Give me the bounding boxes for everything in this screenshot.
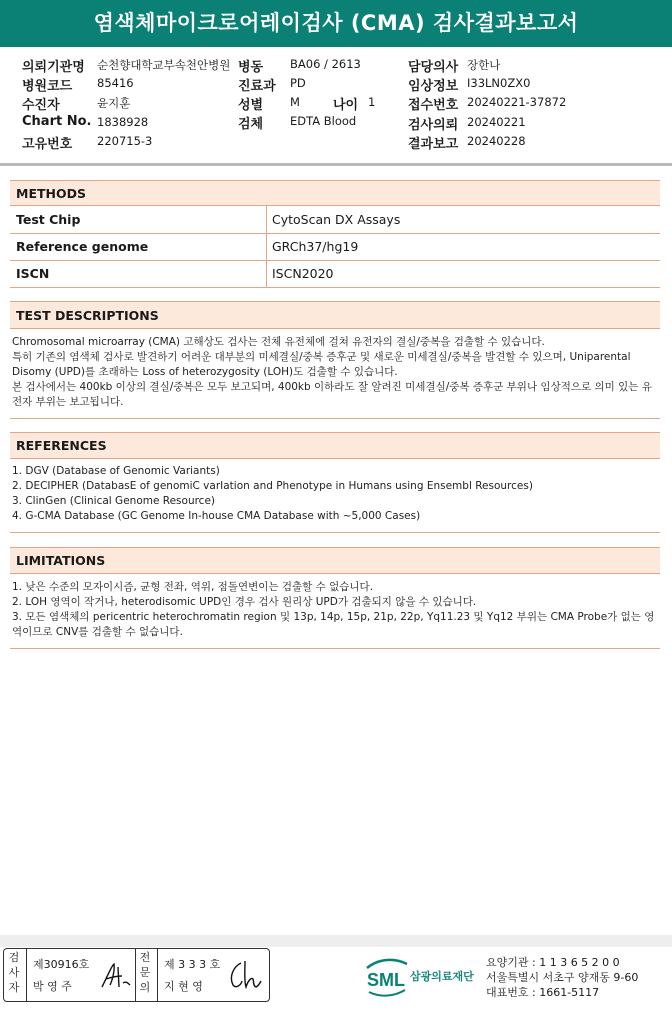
age-value: 1 <box>368 95 376 109</box>
specialist-name: 지 현 영 <box>164 980 203 993</box>
requested-label: 검사의뢰 <box>408 118 459 133</box>
specialist-license: 제 3 3 3 호 <box>164 958 221 971</box>
specialist-label: 전문의 <box>139 951 151 994</box>
chart-label: Chart No. <box>22 114 92 129</box>
reported-value: 20240228 <box>467 134 526 148</box>
methods-key: ISCN <box>16 266 50 281</box>
methods-value: GRCh37/hg19 <box>272 239 359 254</box>
sex-value: M <box>290 95 300 109</box>
hospcode-label: 병원코드 <box>22 79 73 94</box>
clinical-value: I33LN0ZX0 <box>467 76 531 90</box>
references-list <box>12 464 660 524</box>
methods-value: ISCN2020 <box>272 266 334 281</box>
receiver-label: 수진자 <box>22 98 60 113</box>
hospital-label: 의뢰기관명 <box>22 60 85 75</box>
specimen-value: EDTA Blood <box>290 114 357 128</box>
reported-label: 결과보고 <box>408 137 459 152</box>
patient-info-block <box>0 52 672 160</box>
methods-row <box>10 261 660 288</box>
organization-address: 서울특별시 서초구 양재동 9-60 <box>486 971 639 984</box>
methods-heading: METHODS <box>10 180 660 206</box>
specimen-label: 검체 <box>238 117 264 132</box>
specialist-signature <box>227 959 263 993</box>
sml-logo-text: SML <box>367 970 405 990</box>
hospcode-value: 85416 <box>97 76 134 90</box>
signature-box <box>3 948 270 1002</box>
age-label: 나이 <box>333 98 359 113</box>
report-title: 염색체마이크로어레이검사 (CMA) 검사결과보고서 <box>0 0 672 47</box>
organization-name: 삼광의료재단 <box>410 970 474 983</box>
description-line: 본 검사에서는 400kb 이상의 결실/중복은 모두 보고되며, 400kb 이하라도 잘 알려진 미세결실/중복 증후군 부위나 임상적으로 의미 있는 유전자 부위는 보고됩니다. <box>12 381 652 408</box>
test-descriptions-text <box>12 335 660 410</box>
section-divider <box>10 648 660 649</box>
methods-row <box>10 206 660 234</box>
methods-key: Reference genome <box>16 239 149 254</box>
section-divider <box>10 532 660 533</box>
receiver-value: 윤지훈 <box>97 96 131 110</box>
doctor-value: 장한나 <box>467 58 501 72</box>
description-line: 특히 기존의 염색체 검사로 발견하기 어려운 대부분의 미세결실/중복 증후군 및 새로운 미세결실/중복을 발견할 수 있으며, Uniparental Disomy (UPD)를 초래하는 Loss of heterozygosity (LOH)도 검출할 수 있습니다. <box>12 351 631 378</box>
organization-contact <box>486 955 638 1000</box>
header-divider <box>0 163 672 166</box>
examiner-name: 박 영 주 <box>33 980 72 993</box>
uid-label: 고유번호 <box>22 137 73 152</box>
limitation-item: 1. 낮은 수준의 모자이시즘, 균형 전좌, 역위, 점돌연변이는 검출할 수 없습니다. <box>12 581 374 593</box>
clinical-label: 임상정보 <box>408 79 459 94</box>
doctor-label: 담당의사 <box>408 60 459 75</box>
institution-code: 요양기관 : 1 1 3 6 5 2 0 0 <box>486 956 620 969</box>
reference-item: 4. G-CMA Database (GC Genome In-house CMA Database with ~5,000 Cases) <box>12 510 421 522</box>
methods-value: CytoScan DX Assays <box>272 212 401 227</box>
limitation-item: 2. LOH 영역이 작거나, heterodisomic UPD인 경우 검사 원리상 UPD가 검출되지 않을 수 있습니다. <box>12 596 477 608</box>
description-line: Chromosomal microarray (CMA) 고해상도 검사는 전체 유전체에 걸쳐 유전자의 결실/중복을 검출할 수 있습니다. <box>12 336 545 348</box>
test-descriptions-heading: TEST DESCRIPTIONS <box>10 301 660 329</box>
limitations-list <box>12 580 660 640</box>
examiner-license: 제30916호 <box>33 958 90 971</box>
ward-value: BA06 / 2613 <box>290 57 361 71</box>
footer-band <box>0 935 672 947</box>
section-divider <box>10 418 660 419</box>
accession-value: 20240221-37872 <box>467 95 567 109</box>
references-heading: REFERENCES <box>10 432 660 459</box>
organization-phone: 대표번호 : 1661-5117 <box>486 986 600 999</box>
examiner-signature <box>100 961 132 991</box>
chart-value: 1838928 <box>97 115 149 129</box>
reference-item: 2. DECIPHER (DatabasE of genomiC varIation and Phenotype in Humans using Ensembl Resources) <box>12 480 533 492</box>
methods-row <box>10 234 660 261</box>
methods-key: Test Chip <box>16 212 81 227</box>
requested-value: 20240221 <box>467 115 526 129</box>
accession-label: 접수번호 <box>408 98 459 113</box>
dept-label: 진료과 <box>238 79 276 94</box>
ward-label: 병동 <box>238 60 264 75</box>
sex-label: 성별 <box>238 98 264 113</box>
hospital-value: 순천향대학교부속천안병원 <box>97 58 231 72</box>
dept-value: PD <box>290 76 306 90</box>
reference-item: 1. DGV (Database of Genomic Variants) <box>12 465 220 477</box>
limitation-item: 3. 모든 염색체의 pericentric heterochromatin region 및 13p, 14p, 15p, 21p, 22p, Yq11.23 및 Yq12 부위는 CMA Probe가 없는 영역이므로 CNV를 검출할 수 없습니다. <box>12 611 655 638</box>
examiner-label: 검사자 <box>8 951 20 994</box>
reference-item: 3. ClinGen (Clinical Genome Resource) <box>12 495 216 507</box>
limitations-heading: LIMITATIONS <box>10 547 660 574</box>
uid-value: 220715-3 <box>97 134 153 148</box>
organization-logo <box>365 954 485 998</box>
